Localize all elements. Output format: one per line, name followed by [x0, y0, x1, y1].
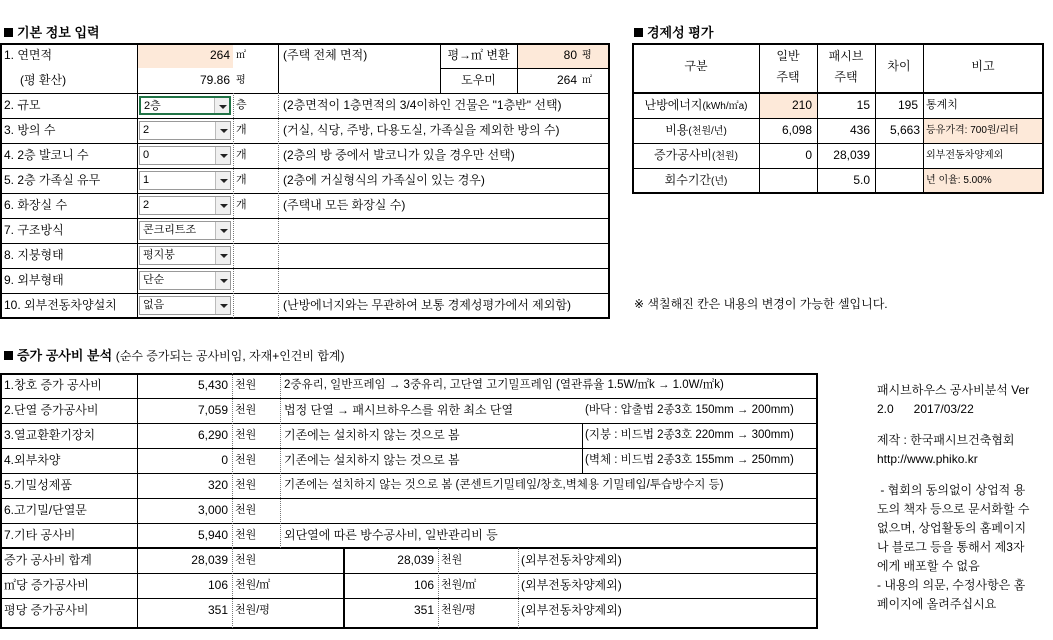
- cost-row-value: 320: [207, 478, 228, 492]
- shape-select[interactable]: 단순: [139, 271, 231, 290]
- chevron-down-icon[interactable]: [215, 122, 230, 139]
- cost-row-unit: 천원: [235, 504, 257, 516]
- cost-row-value: 5,430: [197, 378, 228, 392]
- family-room-desc: (2층에 거실형식의 가족실이 있는 경우): [283, 173, 485, 187]
- econ-note-energy: 통계치: [926, 99, 958, 111]
- total-per-pyeong-unit-excl: 천원/평: [441, 604, 476, 616]
- econ-header-note: 비고: [971, 59, 995, 73]
- roof-select[interactable]: 평지붕: [139, 246, 231, 265]
- info-note: [877, 381, 1049, 614]
- helper-label: 도우미: [461, 73, 496, 87]
- area-label: 1. 연면적: [4, 48, 53, 62]
- notice-line: - 내용의 의문, 수정사항은 홈: [877, 578, 1026, 592]
- cost-row-unit: 천원: [235, 479, 257, 491]
- cost-row-desc: 기존에는 설치하지 않는 것으로 봄 (콘센트기밀테잎/창호,벽체용 기밀테입/투습방수지 등): [284, 479, 724, 491]
- pyeong-label: (평 환산): [20, 73, 67, 87]
- cost-row-desc: 기존에는 설치하지 않는 것으로 봄: [284, 453, 460, 467]
- cost-row-value: 7,059: [197, 403, 228, 417]
- econ-general-extra: 0: [805, 148, 812, 162]
- converter-input[interactable]: 80: [563, 48, 577, 62]
- cost-section-title: 증가 공사비 분석 (순수 증가되는 공사비임, 자재+인건비 합계): [4, 345, 345, 364]
- econ-passive-cost: 436: [849, 123, 870, 137]
- total-note: (외부전동차양제외): [521, 553, 622, 567]
- bathroom-desc: (주택내 모든 화장실 수): [283, 198, 406, 212]
- econ-header-general: 일반 주택: [776, 49, 800, 84]
- editable-cells-note: ※ 색칠해진 칸은 내용의 변경이 가능한 셀입니다.: [634, 297, 888, 311]
- rooms-desc: (거실, 식당, 주방, 다용도실, 가족실을 제외한 방의 수): [283, 123, 560, 137]
- total-unit-excl: 천원: [441, 554, 463, 566]
- cost-row-unit: 천원: [235, 529, 257, 541]
- chevron-down-icon[interactable]: [215, 247, 230, 264]
- total-per-m2-unit-excl: 천원/㎡: [441, 579, 477, 591]
- cost-row-value: 3,000: [197, 503, 228, 517]
- bathroom-select[interactable]: 2: [139, 196, 231, 215]
- basic-section-title: 기본 정보 입력: [4, 22, 100, 41]
- cost-row-unit: 천원: [235, 404, 257, 416]
- econ-diff-cost: 5,663: [889, 123, 920, 137]
- insulation-floor-spec: (바닥 : 압출법 2종3호 150mm → 200mm): [585, 404, 794, 416]
- bathroom-label: 6. 화장실 수: [4, 198, 68, 212]
- structure-select[interactable]: 콘크리트조: [139, 221, 231, 240]
- cost-row-label: 2.단열 증가공사비: [4, 403, 99, 417]
- insulation-wall-spec: (벽체 : 비드법 2종3호 155mm → 250mm): [585, 454, 794, 466]
- helper-unit: ㎡: [582, 75, 592, 86]
- econ-passive-energy: 15: [856, 98, 870, 112]
- chevron-down-icon[interactable]: [215, 222, 230, 239]
- total-per-m2-note: (외부전동차양제외): [521, 578, 622, 592]
- econ-note-cost[interactable]: 등유가격: 700원/리터: [926, 125, 1019, 136]
- version-date: 2.0 2017/03/22: [877, 402, 974, 416]
- notice-line: 도의 책자 등으로 문서화할 수: [877, 502, 1030, 516]
- econ-header-diff: 차이: [887, 59, 911, 73]
- bathroom-unit: 개: [236, 199, 247, 211]
- area-value[interactable]: 264: [209, 48, 230, 62]
- pyeong-value: 79.86: [199, 73, 230, 87]
- econ-general-cost: 6,098: [781, 123, 812, 137]
- total-unit: 천원: [235, 554, 257, 566]
- rooms-unit: 개: [236, 124, 247, 136]
- econ-interest-rate[interactable]: 년 이율: 5.00%: [926, 175, 992, 186]
- structure-label: 7. 구조방식: [4, 223, 64, 237]
- chevron-down-icon[interactable]: [215, 297, 230, 314]
- cost-row-unit: 천원: [235, 429, 257, 441]
- total-per-pyeong-note: (외부전동차양제외): [521, 603, 622, 617]
- family-room-label: 5. 2층 가족실 유무: [4, 173, 101, 187]
- shading-label: 10. 외부전동차양설치: [4, 298, 117, 312]
- area-desc: (주택 전체 면적): [283, 48, 368, 62]
- total-per-m2-value-excl: 106: [413, 578, 434, 592]
- rooms-label: 3. 방의 수: [4, 123, 56, 137]
- econ-section-title: 경제성 평가: [634, 22, 713, 41]
- cost-row-label: 7.기타 공사비: [4, 528, 76, 542]
- cost-row-label: 6.고기밀/단열문: [4, 503, 87, 517]
- cost-row-label: 3.열교환환기장치: [4, 428, 96, 442]
- cost-row-value: 5,940: [197, 528, 228, 542]
- chevron-down-icon[interactable]: [214, 98, 229, 115]
- shading-select[interactable]: 없음: [139, 296, 231, 315]
- square-bullet-icon: [634, 28, 643, 37]
- total-label: 증가 공사비 합계: [4, 553, 92, 567]
- family-room-select[interactable]: 1: [139, 171, 231, 190]
- rooms-select[interactable]: 2: [139, 121, 231, 140]
- cost-row-value: 0: [221, 453, 228, 467]
- cost-row-value: 6,290: [197, 428, 228, 442]
- insulation-roof-spec: (지붕 : 비드법 2종3호 220mm → 300mm): [585, 429, 794, 441]
- balcony-select[interactable]: 0: [139, 146, 231, 165]
- cost-row-unit: 천원: [235, 379, 257, 391]
- total-per-pyeong-unit: 천원/평: [235, 604, 270, 616]
- econ-general-energy[interactable]: 210: [791, 98, 812, 112]
- floors-select[interactable]: 2층: [139, 96, 231, 115]
- family-room-unit: 개: [236, 174, 247, 186]
- converter-label: 평→㎡ 변환: [447, 48, 510, 62]
- total-per-pyeong-label: 평당 증가공사비: [4, 603, 89, 617]
- square-bullet-icon: [4, 351, 13, 360]
- cost-row-desc: 외단열에 따른 방수공사비, 일반관리비 등: [284, 528, 498, 542]
- notice-line: 에게 배포할 수 없음: [877, 559, 980, 573]
- converter-unit: 평: [582, 50, 592, 61]
- notice-line: 없으며, 상업활동의 홈페이지: [877, 521, 1027, 535]
- total-per-m2-unit: 천원/㎡: [235, 579, 271, 591]
- econ-row-label: 회수기간(년): [664, 173, 728, 187]
- notice-line: - 협회의 동의없이 상업적 용: [877, 483, 1026, 497]
- total-value: 28,039: [191, 553, 228, 567]
- floors-label: 2. 규모: [4, 98, 41, 112]
- total-value-excl: 28,039: [397, 553, 434, 567]
- econ-row-label: 증가공사비(천원): [654, 148, 738, 162]
- cost-row-unit: 천원: [235, 454, 257, 466]
- econ-payback-value: 5.0: [853, 173, 870, 187]
- floors-desc: (2층면적이 1층면적의 3/4이하인 건물은 "1층반" 선택): [283, 98, 562, 112]
- roof-label: 8. 지붕형태: [4, 248, 64, 262]
- cost-row-label: 1.창호 증가 공사비: [4, 378, 102, 392]
- square-bullet-icon: [4, 28, 13, 37]
- cost-row-label: 4.외부차양: [4, 453, 61, 467]
- econ-header-item: 구분: [684, 59, 708, 73]
- cost-row-desc: 기존에는 설치하지 않는 것으로 봄: [284, 428, 460, 442]
- econ-passive-extra: 28,039: [833, 148, 870, 162]
- total-per-pyeong-value: 351: [207, 603, 228, 617]
- cost-row-desc: 법정 단열 → 패시브하우스를 위한 최소 단열: [284, 403, 514, 417]
- balcony-label: 4. 2층 발코니 수: [4, 148, 89, 162]
- cost-row-desc: 2중유리, 일반프레임 → 3중유리, 고단열 고기밀프레임 (열관류율 1.5W/㎡k → 1.0W/㎡k): [284, 379, 724, 391]
- total-per-m2-value: 106: [207, 578, 228, 592]
- balcony-unit: 개: [236, 149, 247, 161]
- cost-row-label: 5.기밀성제품: [4, 478, 72, 492]
- notice-line: 페이지에 올려주십시요: [877, 597, 997, 611]
- chevron-down-icon[interactable]: [215, 147, 230, 164]
- econ-diff-energy: 195: [897, 98, 918, 112]
- notice-line: 나 블로그 등을 통해서 제3자: [877, 540, 1025, 554]
- helper-value: 264: [556, 73, 577, 87]
- chevron-down-icon[interactable]: [215, 197, 230, 214]
- econ-header-passive: 패시브 주택: [828, 49, 864, 84]
- chevron-down-icon[interactable]: [215, 172, 230, 189]
- website-link[interactable]: http://www.phiko.kr: [877, 452, 978, 466]
- total-per-m2-label: ㎡당 증가공사비: [4, 578, 89, 592]
- maker-line: 제작 : 한국패시브건축협회: [877, 433, 1015, 447]
- version-line: 패시브하우스 공사비분석 Ver: [877, 383, 1030, 397]
- econ-row-label: 난방에너지(kWh/㎡a): [644, 98, 748, 112]
- floors-unit: 층: [236, 99, 247, 111]
- total-per-pyeong-value-excl: 351: [413, 603, 434, 617]
- shading-desc: (난방에너지와는 무관하여 보통 경제성평가에서 제외함): [283, 298, 571, 312]
- area-unit: ㎡: [236, 50, 246, 61]
- balcony-desc: (2층의 방 중에서 발코니가 있을 경우만 선택): [283, 148, 515, 162]
- shape-label: 9. 외부형태: [4, 273, 64, 287]
- econ-row-label: 비용(천원/년): [665, 123, 727, 137]
- chevron-down-icon[interactable]: [215, 272, 230, 289]
- econ-note-extra: 외부전동차양제외: [926, 150, 1004, 161]
- pyeong-unit: 평: [236, 75, 246, 86]
